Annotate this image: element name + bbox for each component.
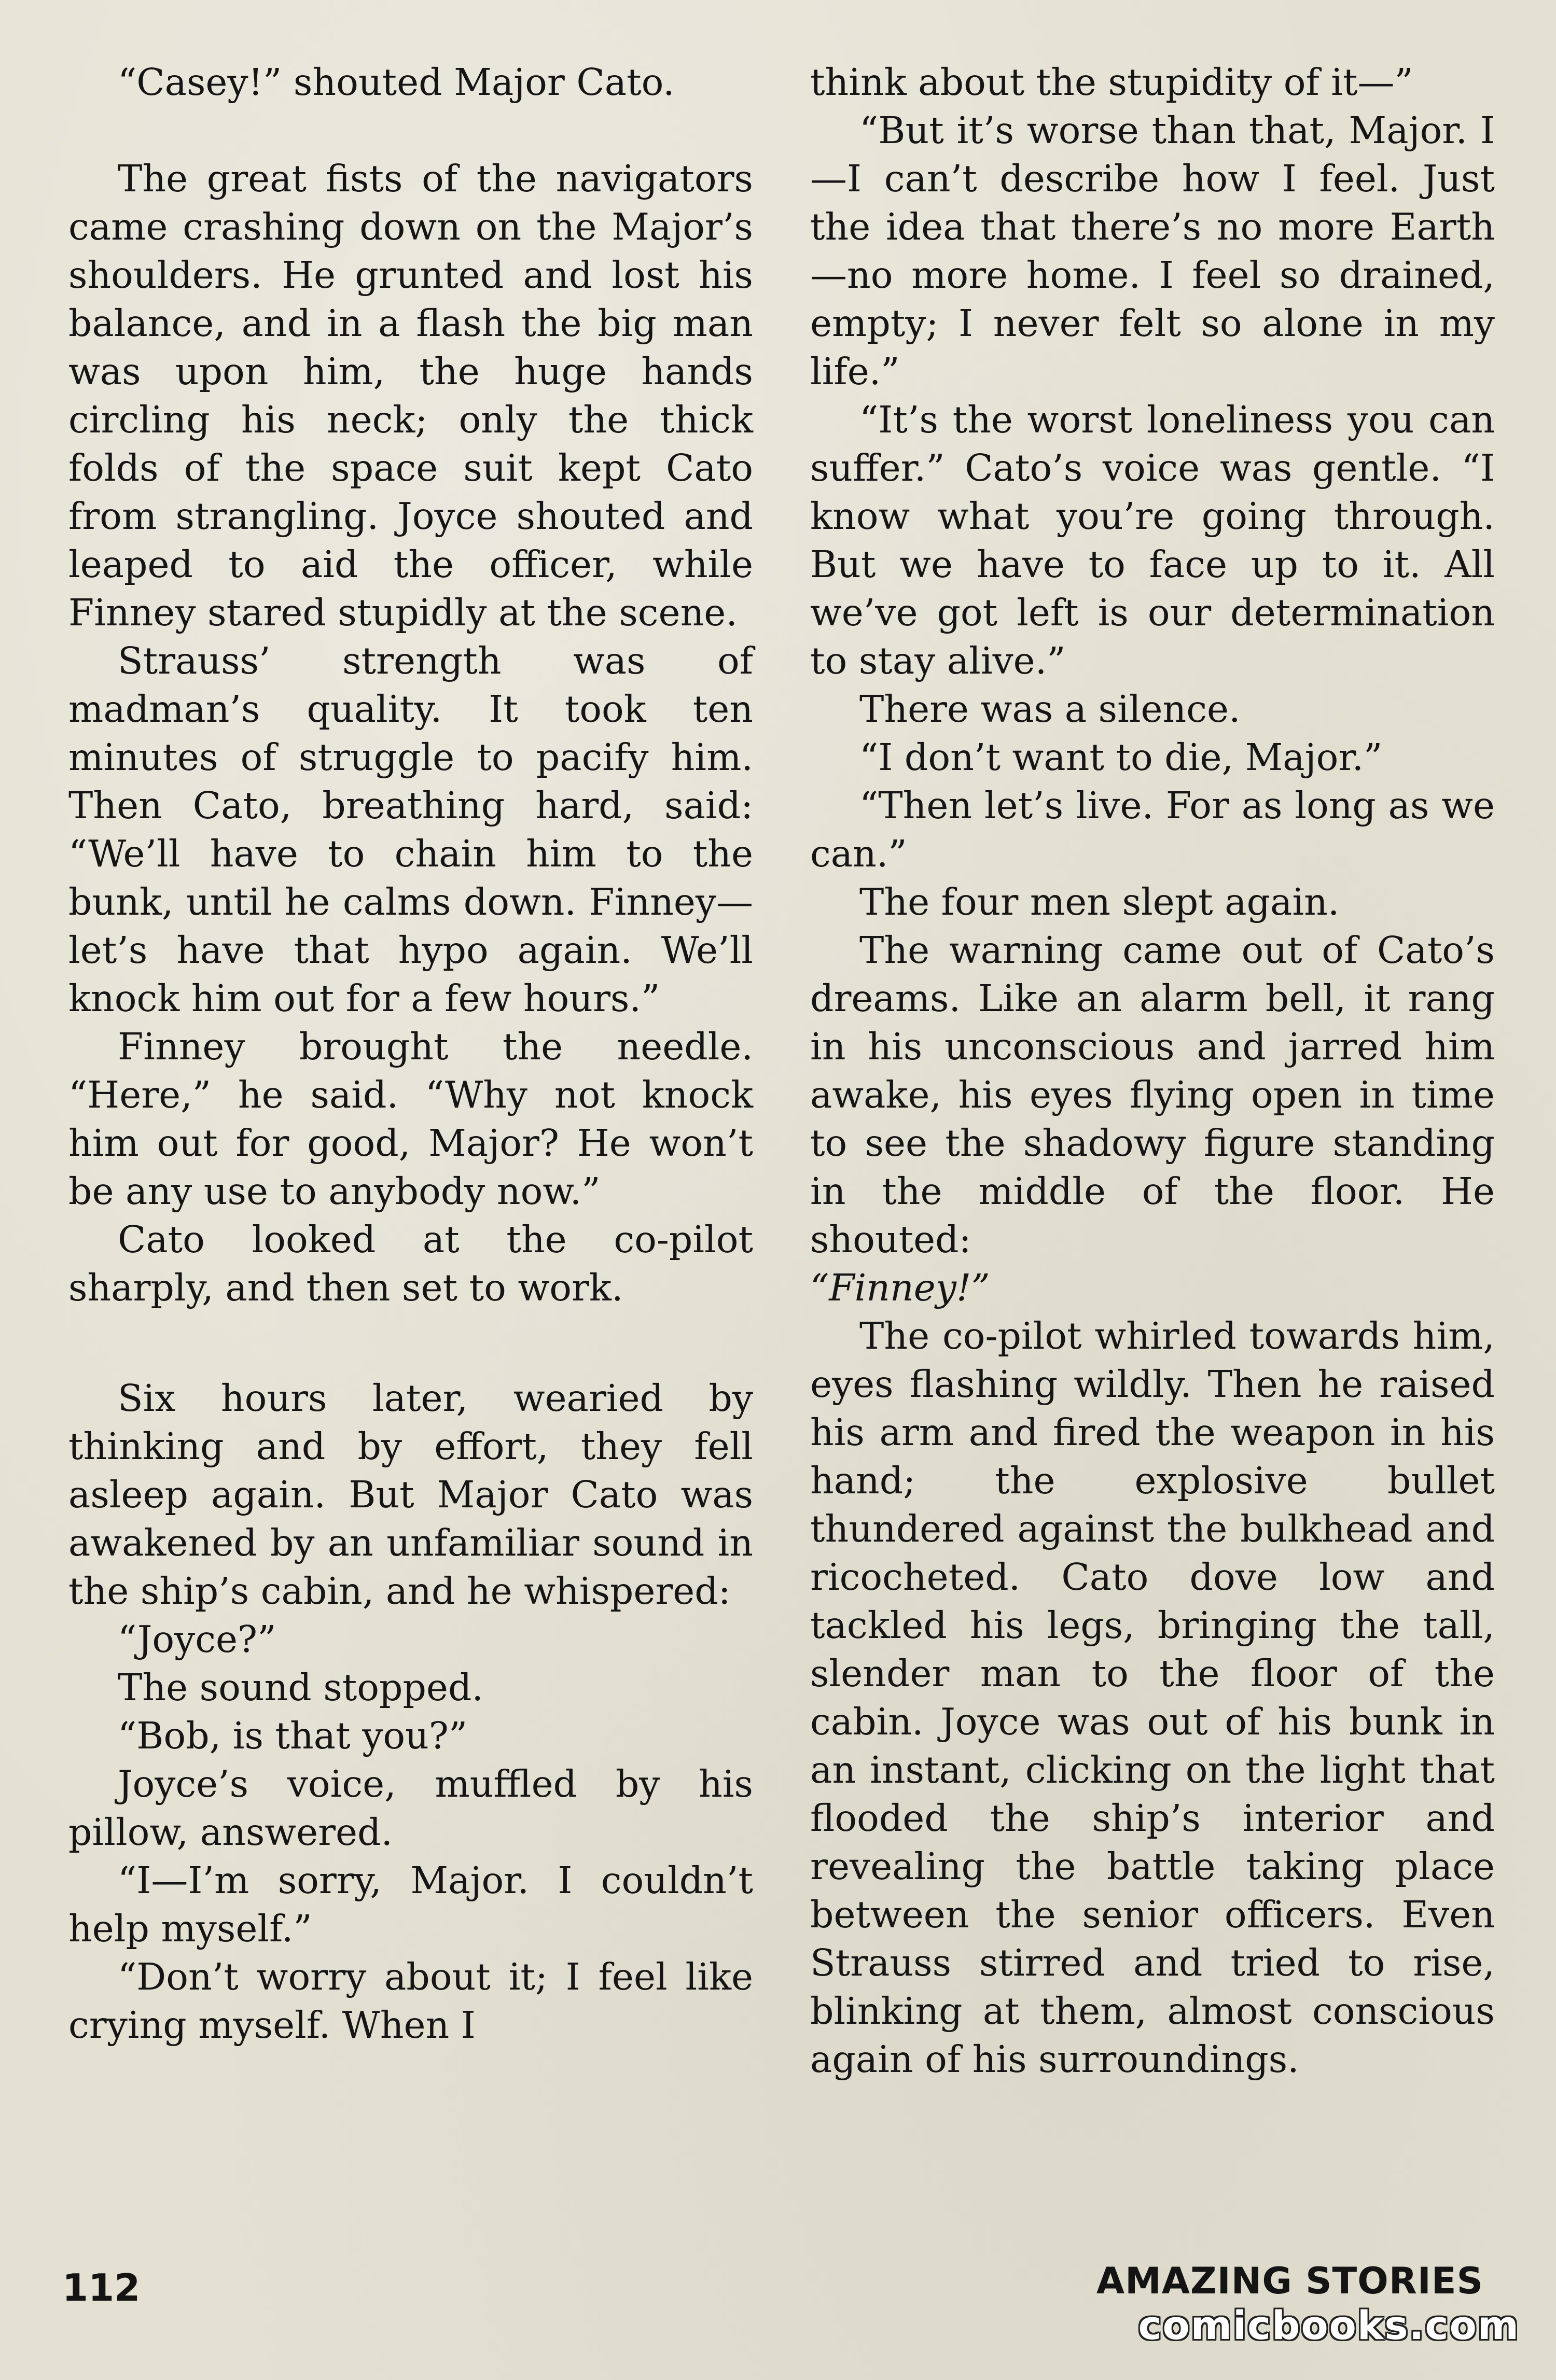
paragraph: Strauss’ strength was of madman’s quality. It took ten minutes of struggle to pacify him. Then Cato, breathing hard, said: “We’ll have to chain him to the bunk, until he calms down. Finney—let’s have that hypo again. We’ll knock him out for a few hours.”	[68, 639, 753, 1020]
paragraph: The warning came out of Cato’s dreams. Like an alarm bell, it rang in his unconscious and jarred him awake, his eyes flying open in time to see the shadowy figure standing in the middle of the floor. He shouted:	[810, 929, 1495, 1261]
paragraph: “I—I’m sorry, Major. I couldn’t help myself.”	[68, 1859, 753, 1950]
paragraph: “Finney!”	[810, 1266, 990, 1309]
paragraph: “Bob, is that you?”	[118, 1714, 468, 1757]
page-number: 112	[62, 2266, 141, 2309]
paragraph: Joyce’s voice, muffled by his pillow, answered.	[68, 1762, 753, 1854]
paragraph: “Then let’s live. For as long as we can.”	[810, 784, 1495, 875]
paragraph: Finney brought the needle. “Here,” he said. “Why not knock him out for good, Major? He won’t be any use to anybody now.”	[68, 1025, 753, 1213]
right-text-column	[810, 58, 1495, 2083]
paragraph: “Casey!” shouted Major Cato.	[118, 61, 675, 104]
paragraph: Six hours later, wearied by thinking and by effort, they fell asleep again. But Major Cato was awakened by an unfamiliar sound in the ship’s cabin, and he whispered:	[68, 1377, 753, 1613]
paragraph: There was a silence.	[859, 688, 1241, 731]
magazine-title: AMAZING STORIES	[1096, 2260, 1483, 2302]
paragraph: The four men slept again.	[859, 880, 1340, 923]
paragraph: The co-pilot whirled towards him, eyes flashing wildly. Then he raised his arm and fired the weapon in his hand; the explosive bullet thundered against the bulkhead and ricocheted. Cato dove low and tackled his legs, bringing the tall, slender man to the floor of the cabin. Joyce was out of his bunk in an instant, clicking on the light that flooded the ship’s interior and revealing the battle taking place between the senior officers. Even Strauss stirred and tried to rise, blinking at them, almost conscious again of his surroundings.	[810, 1314, 1495, 2081]
watermark: comicbooks.com	[1138, 2302, 1520, 2348]
paragraph: The sound stopped.	[118, 1666, 483, 1709]
paragraph: The great fists of the navigators came crashing down on the Major’s shoulders. He grunted and lost his balance, and in a flash the big man was upon him, the huge hands circling his neck; only the thick folds of the space suit kept Cato from strangling. Joyce shouted and leaped to aid the officer, while Finney stared stupidly at the scene.	[68, 157, 753, 634]
left-text-column	[68, 58, 753, 2049]
paragraph: “Don’t worry about it; I feel like crying myself. When I	[68, 1955, 753, 2047]
paragraph: “But it’s worse than that, Major. I—I can’t describe how I feel. Just the idea that there’s no more Earth—no more home. I feel so drained, empty; I never felt so alone in my life.”	[810, 109, 1495, 393]
paragraph: Cato looked at the co-pilot sharply, and then set to work.	[68, 1218, 753, 1309]
paragraph: think about the stupidity of it—”	[810, 61, 1413, 104]
paragraph: “Joyce?”	[118, 1618, 276, 1661]
paragraph: “I don’t want to die, Major.”	[859, 736, 1383, 779]
paragraph: “It’s the worst loneliness you can suffer.” Cato’s voice was gentle. “I know what you’re going through. But we have to face up to it. All we’ve got left is our determination to stay alive.”	[810, 398, 1495, 682]
